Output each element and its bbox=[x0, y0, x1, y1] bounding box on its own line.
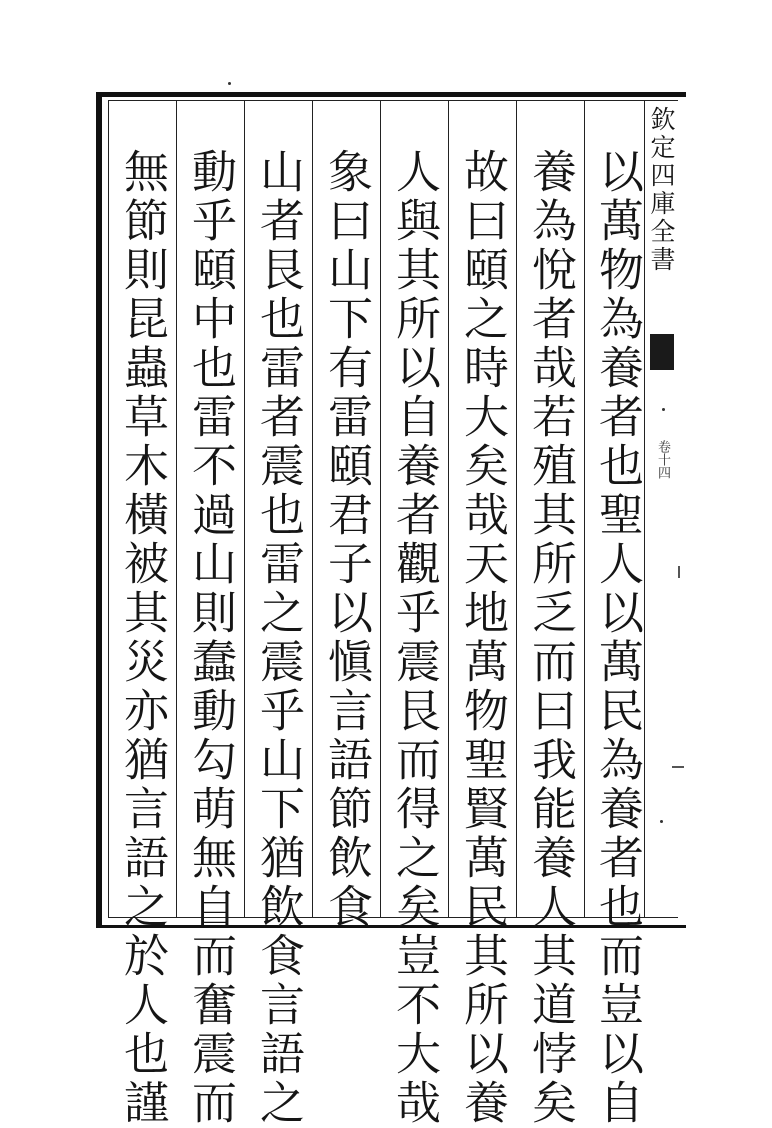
column-rule bbox=[516, 100, 517, 918]
margin-fishtail-block bbox=[650, 334, 674, 370]
text-column-7: 動乎頤中也雷不過山則蠢動勾萌無自而奮震而 bbox=[184, 148, 237, 1128]
column-rule bbox=[312, 100, 313, 918]
column-rule bbox=[244, 100, 245, 918]
text-column-8: 無節則昆蟲草木橫被其災亦猶言語之於人也謹 bbox=[116, 148, 169, 1128]
column-rule bbox=[176, 100, 177, 918]
scan-speck bbox=[228, 82, 231, 85]
margin-volume-label: 卷十四 bbox=[655, 440, 670, 479]
column-rule bbox=[380, 100, 381, 918]
edge-mark bbox=[678, 566, 680, 578]
column-rule bbox=[448, 100, 449, 918]
edge-mark bbox=[672, 766, 684, 768]
text-column-4: 人與其所以自養者觀乎震艮而得之矣豈不大哉 bbox=[388, 148, 441, 1128]
text-column-6: 山者艮也雷者震也雷之震乎山下猶飲食言語之 bbox=[252, 148, 305, 1128]
column-rule-margin bbox=[644, 100, 645, 918]
margin-book-title: 欽定四庫全書 bbox=[647, 106, 676, 274]
scan-speck bbox=[662, 408, 665, 411]
text-column-3: 故曰頤之時大矣哉天地萬物聖賢萬民其所以養 bbox=[456, 148, 509, 1128]
text-column-5: 象曰山下有雷頤君子以愼言語節飲食 bbox=[320, 148, 373, 932]
scan-speck bbox=[660, 820, 663, 823]
text-column-1: 以萬物為養者也聖人以萬民為養者也而豈以自 bbox=[591, 148, 644, 1128]
column-rule bbox=[584, 100, 585, 918]
text-column-2: 養為悅者哉若殖其所乏而曰我能養人其道悖矣 bbox=[524, 148, 577, 1128]
